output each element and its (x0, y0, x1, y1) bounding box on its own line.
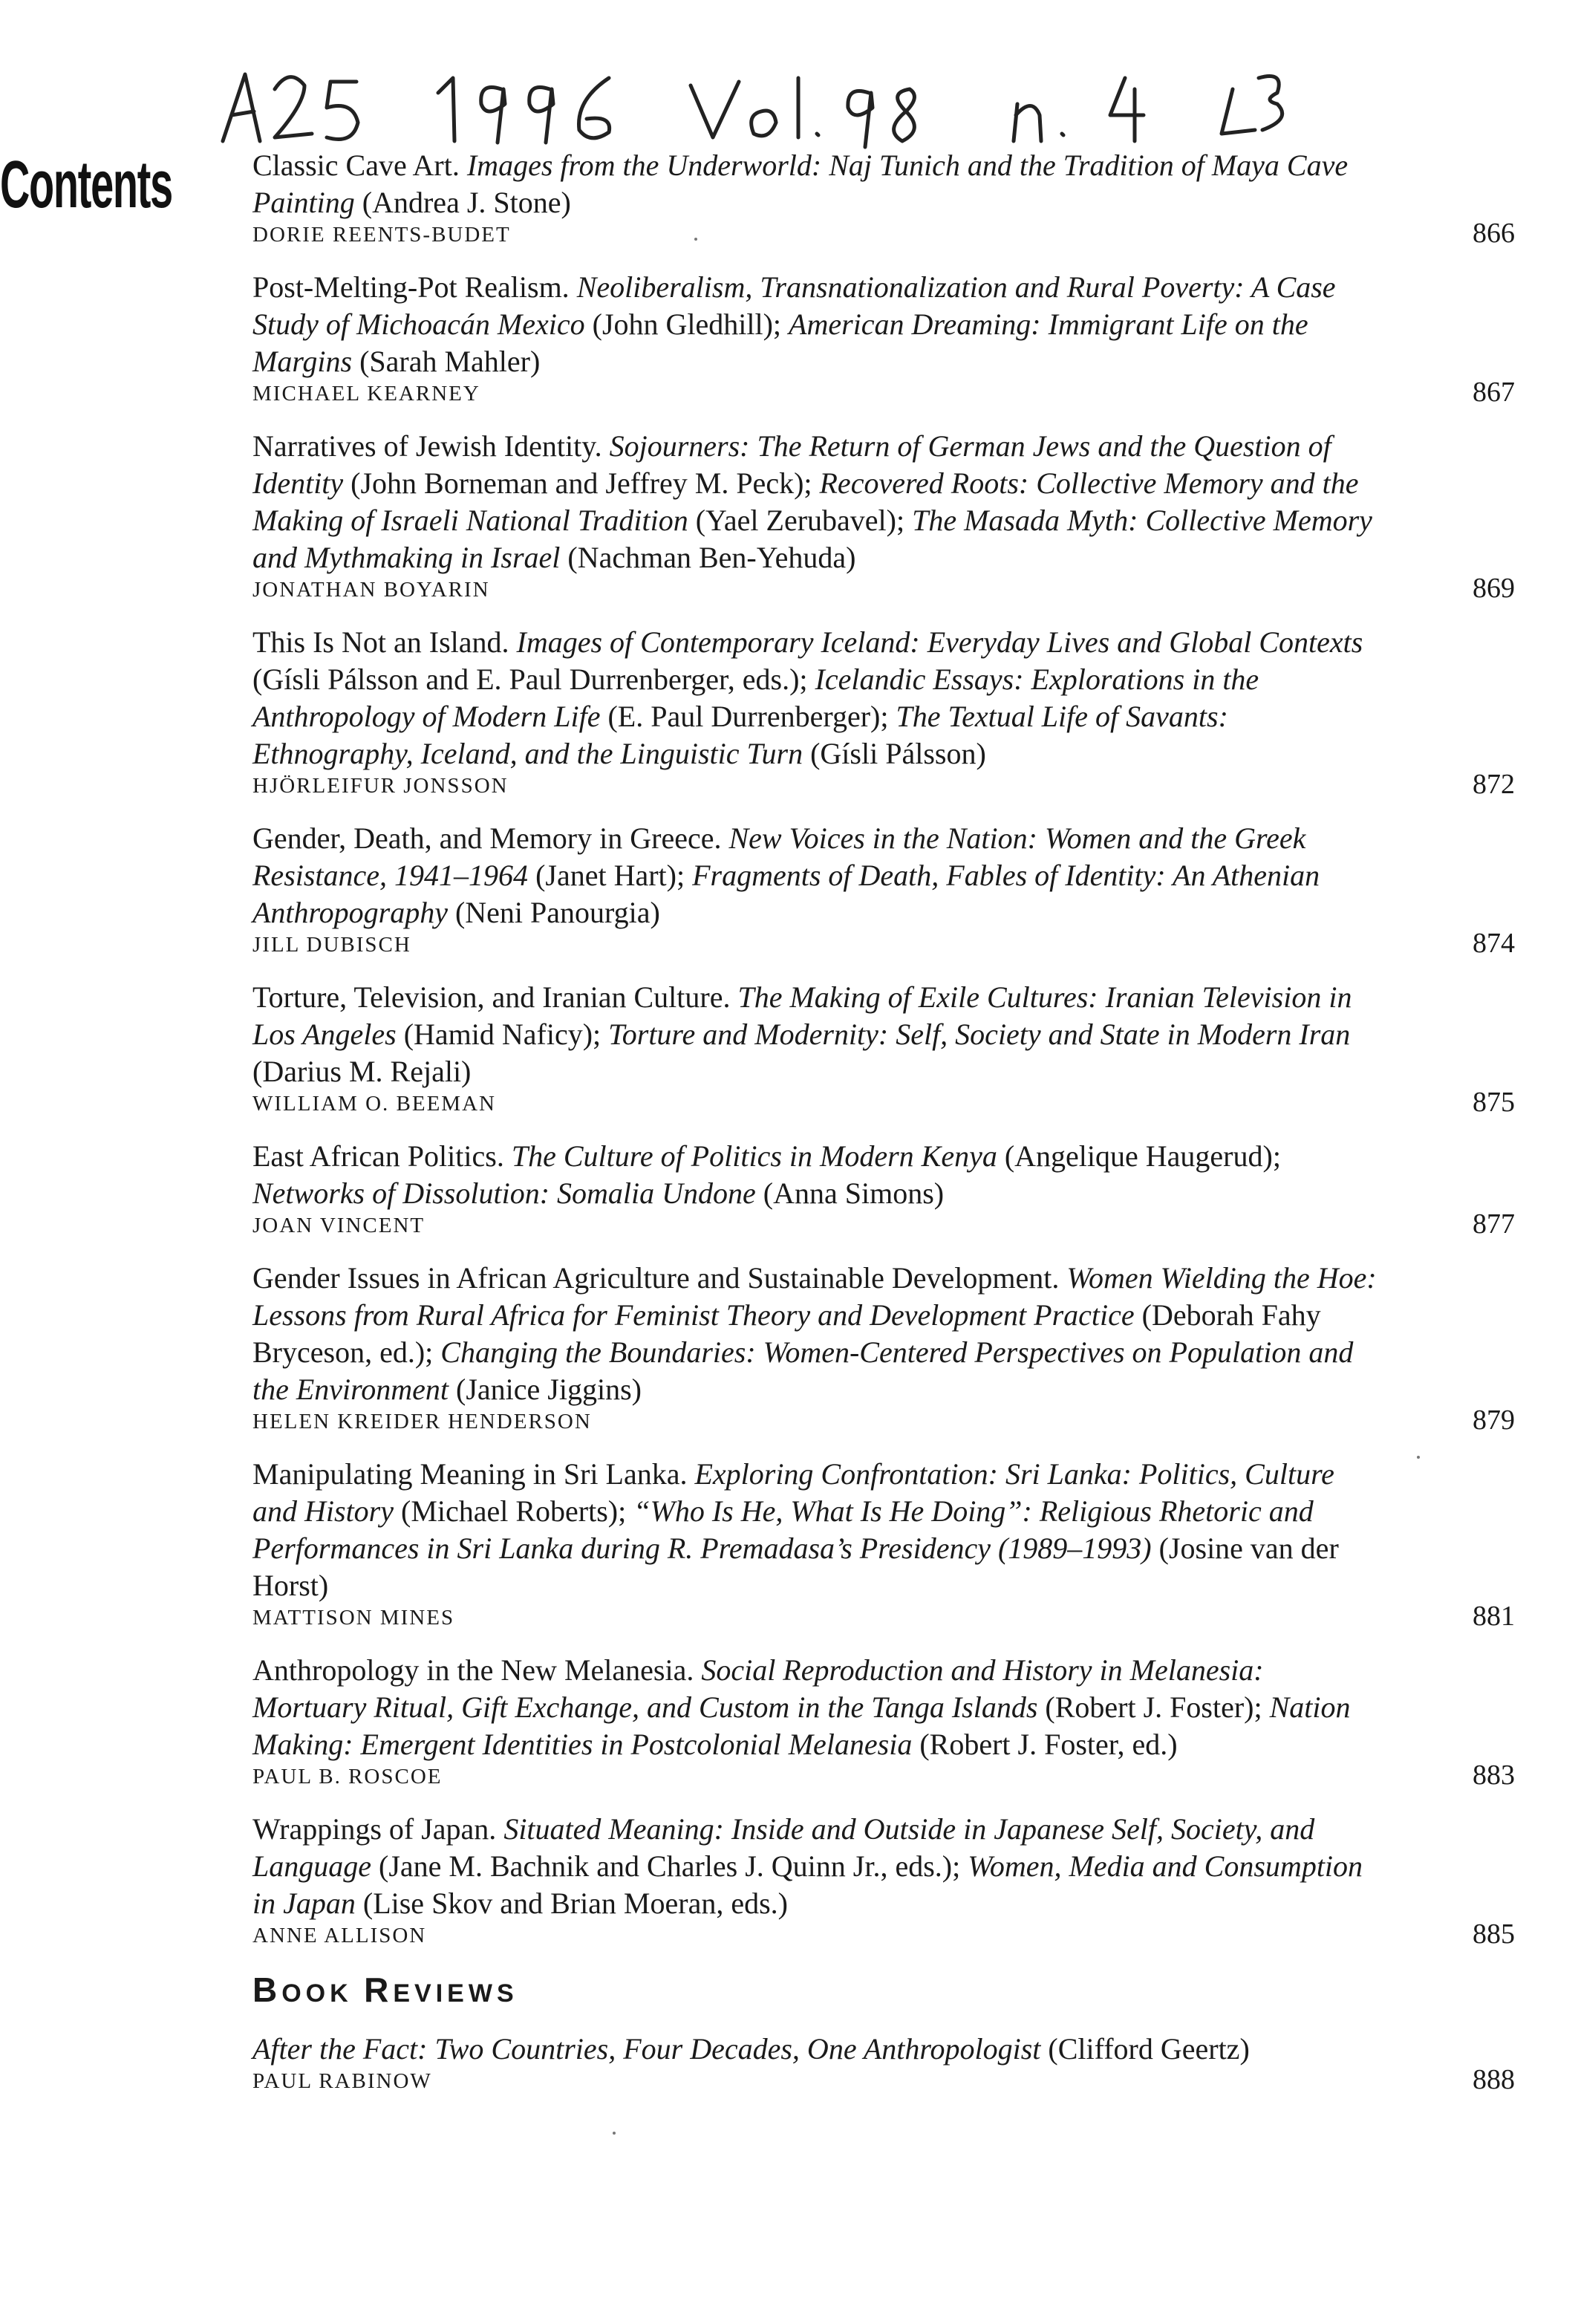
essay-text: Gender, Death, and Memory in Greece. (252, 821, 729, 855)
reviewer-name: MATTISON MINES (252, 1606, 455, 1630)
essay-text: (Hamid Naficy); (396, 1018, 609, 1051)
page-number: 869 (1473, 573, 1515, 604)
reviewer-name: HJÖRLEIFUR JONSSON (252, 774, 509, 798)
essay-text: (Jane M. Bachnik and Charles J. Quinn Jr., eds.); (371, 1849, 968, 1883)
essay-text: (Clifford Geertz) (1040, 2032, 1250, 2066)
entry-title (252, 2031, 1381, 2068)
essay-text: East African Politics. (252, 1139, 512, 1173)
reviewer-row (252, 928, 1515, 959)
reviewer-row (252, 769, 1515, 800)
essay-text: Post-Melting-Pot Realism. (252, 270, 577, 304)
page-number: 874 (1473, 928, 1515, 959)
essay-text: (Michael Roberts); (394, 1494, 634, 1528)
essay-text: (Robert J. Foster); (1037, 1690, 1270, 1724)
essay-text: Manipulating Meaning in Sri Lanka. (252, 1457, 695, 1491)
essay-text: (Anna Simons) (755, 1176, 945, 1210)
reviewer-name: DORIE REENTS-BUDET (252, 223, 511, 247)
book-title: Networks of Dissolution: Somalia Undone (252, 1176, 756, 1210)
toc-entry (252, 820, 1515, 958)
page-number: 879 (1473, 1405, 1515, 1436)
essay-text: (Yael Zerubavel); (688, 504, 913, 537)
essay-text: (Andrea J. Stone) (354, 186, 571, 219)
essay-text: (E. Paul Durrenberger); (600, 700, 896, 733)
page-number: 885 (1473, 1918, 1515, 1950)
entry-title (252, 624, 1381, 772)
reviewer-name: JILL DUBISCH (252, 933, 411, 957)
essay-text: Torture, Television, and Iranian Culture. (252, 980, 738, 1014)
page-number: 881 (1473, 1601, 1515, 1632)
entry-title (252, 979, 1381, 1090)
book-title: Fragments of Death, Fables of Identity: An Athenian Anthropography (252, 859, 1320, 929)
essay-text: Wrappings of Japan. (252, 1812, 504, 1846)
essay-text: (Josine van der Horst) (252, 1532, 1339, 1602)
page-number: 888 (1473, 2064, 1515, 2095)
reviewer-row (252, 573, 1515, 604)
essay-text: (Darius M. Rejali) (252, 1055, 472, 1088)
reviewer-row (252, 1601, 1515, 1632)
book-reviews-heading (252, 1971, 1515, 2017)
heading-part: R (364, 1970, 394, 2009)
heading-part: OOK (281, 1979, 365, 2008)
scan-speck (1417, 1456, 1420, 1459)
toc-entry (252, 1456, 1515, 1631)
page-number: 877 (1473, 1208, 1515, 1240)
book-title: Recovered Roots: Collective Memory and the Making of Israeli National Tradition (252, 466, 1359, 537)
scan-speck (613, 2132, 616, 2135)
reviewer-row (252, 1087, 1515, 1118)
essay-text: (Deborah Fahy Bryceson, ed.); (252, 1298, 1321, 1369)
heading-part: B (252, 1970, 282, 2009)
book-title: Icelandic Essays: Explorations in the Anthropology of Modern Life (252, 663, 1259, 733)
handwritten-catalog-note-icon (215, 59, 1366, 156)
reviewer-name: ANNE ALLISON (252, 1924, 427, 1947)
essay-text: This Is Not an Island. (252, 625, 517, 659)
entry-title (252, 428, 1381, 576)
essay-text: (Janet Hart); (528, 859, 693, 892)
scan-speck (694, 238, 697, 241)
book-title: The Making of Exile Cultures: Iranian Television in Los Angeles (252, 980, 1352, 1051)
heading-part: EVIEWS (393, 1979, 518, 2008)
reviewer-name: MICHAEL KEARNEY (252, 382, 480, 406)
book-title: Situated Meaning: Inside and Outside in Japanese Self, Society, and Language (252, 1812, 1315, 1883)
essay-text: (Robert J. Foster, ed.) (912, 1728, 1178, 1761)
reviewer-row (252, 218, 1515, 249)
book-title: Images of Contemporary Iceland: Everyday Lives and Global Contexts (516, 625, 1363, 659)
contents-heading: Contents (0, 148, 172, 222)
essay-text: (Sarah Mahler) (352, 345, 541, 378)
entry-title (252, 147, 1381, 221)
reviewer-name: JOAN VINCENT (252, 1214, 426, 1237)
entry-title (252, 269, 1381, 380)
book-title: The Textual Life of Savants: Ethnography, Iceland, and the Linguistic Turn (252, 700, 1228, 770)
reviewer-name: PAUL B. ROSCOE (252, 1765, 443, 1788)
essay-entries (252, 147, 1515, 1949)
reviewer-row (252, 1760, 1515, 1791)
essay-text: (Nachman Ben-Yehuda) (560, 541, 856, 574)
reviewer-name: PAUL RABINOW (252, 2069, 432, 2093)
essay-text: Gender Issues in African Agriculture and Sustainable Development. (252, 1261, 1067, 1295)
toc-entry (252, 1138, 1515, 1239)
essay-text: (John Gledhill); (584, 307, 789, 341)
reviewer-row (252, 377, 1515, 408)
entry-title (252, 1260, 1381, 1408)
entry-title (252, 1652, 1381, 1763)
book-title: Torture and Modernity: Self, Society and State in Modern Iran (608, 1018, 1351, 1051)
book-title: Neoliberalism, Transnationalization and Rural Poverty: A Case Study of Michoacán Mexico (252, 270, 1336, 341)
toc-entry (252, 1652, 1515, 1790)
book-title: Images from the Underworld: Naj Tunich and the Tradition of Maya Cave Painting (252, 149, 1349, 219)
book-title: Nation Making: Emergent Identities in Postcolonial Melanesia (252, 1690, 1351, 1761)
book-title: Exploring Confrontation: Sri Lanka: Politics, Culture and History (252, 1457, 1334, 1528)
page-number: 872 (1473, 769, 1515, 800)
entry-title (252, 1811, 1381, 1922)
page-number: 866 (1473, 218, 1515, 249)
toc-entry (252, 1260, 1515, 1435)
book-title: Women Wielding the Hoe: Lessons from Rural Africa for Feminist Theory and Development Practice (252, 1261, 1377, 1332)
reviewer-name: HELEN KREIDER HENDERSON (252, 1410, 592, 1433)
reviewer-row (252, 1918, 1515, 1950)
reviewer-row (252, 1208, 1515, 1240)
toc-entry (252, 624, 1515, 799)
book-title: Women, Media and Consumption in Japan (252, 1849, 1363, 1920)
essay-text: (Angelique Haugerud); (997, 1139, 1281, 1173)
toc-entry (252, 428, 1515, 603)
book-title: “Who Is He, What Is He Doing”: Religious Rhetoric and Performances in Sri Lanka during R. Premadasa’s Presidency (1989–1993) (252, 1494, 1314, 1565)
toc-entry (252, 1811, 1515, 1949)
essay-text: (John Borneman and Jeffrey M. Peck); (343, 466, 820, 500)
reviewer-name: JONATHAN BOYARIN (252, 578, 490, 602)
book-title: Sojourners: The Return of German Jews and the Question of Identity (252, 429, 1331, 500)
reviewer-row (252, 1405, 1515, 1436)
reviewer-name: WILLIAM O. BEEMAN (252, 1092, 496, 1116)
essay-text: Classic Cave Art. (252, 149, 467, 182)
essay-text: Anthropology in the New Melanesia. (252, 1653, 702, 1687)
toc-entry (252, 147, 1515, 248)
reviewer-row (252, 2064, 1515, 2095)
entry-title (252, 820, 1381, 931)
page-number: 883 (1473, 1760, 1515, 1791)
entry-title (252, 1138, 1381, 1212)
book-title: The Culture of Politics in Modern Kenya (511, 1139, 997, 1173)
book-title: Social Reproduction and History in Melanesia: Mortuary Ritual, Gift Exchange, and Custom in the Tanga Islands (252, 1653, 1264, 1724)
essay-text: (Neni Panourgia) (447, 896, 660, 929)
toc-entry (252, 2031, 1515, 2094)
essay-text: (Janice Jiggins) (449, 1373, 642, 1406)
book-title: New Voices in the Nation: Women and the Greek Resistance, 1941–1964 (252, 821, 1306, 892)
toc-entry (252, 979, 1515, 1117)
book-title: American Dreaming: Immigrant Life on the Margins (252, 307, 1308, 378)
essay-text: Narratives of Jewish Identity. (252, 429, 610, 463)
essay-text: (Gísli Pálsson) (803, 737, 986, 770)
page-number: 867 (1473, 377, 1515, 408)
book-title: Changing the Boundaries: Women-Centered Perspectives on Population and the Environment (252, 1335, 1354, 1406)
book-title: After the Fact: Two Countries, Four Decades, One Anthropologist (252, 2032, 1041, 2066)
essay-text: (Lise Skov and Brian Moeran, eds.) (355, 1887, 788, 1920)
essay-text: (Gísli Pálsson and E. Paul Durrenberger, eds.); (252, 663, 815, 696)
toc-entry (252, 269, 1515, 407)
book-title: The Masada Myth: Collective Memory and Mythmaking in Israel (252, 504, 1372, 574)
page-number: 875 (1473, 1087, 1515, 1118)
entry-title (252, 1456, 1381, 1604)
table-of-contents (252, 147, 1515, 2115)
book-review-entries (252, 2031, 1515, 2094)
